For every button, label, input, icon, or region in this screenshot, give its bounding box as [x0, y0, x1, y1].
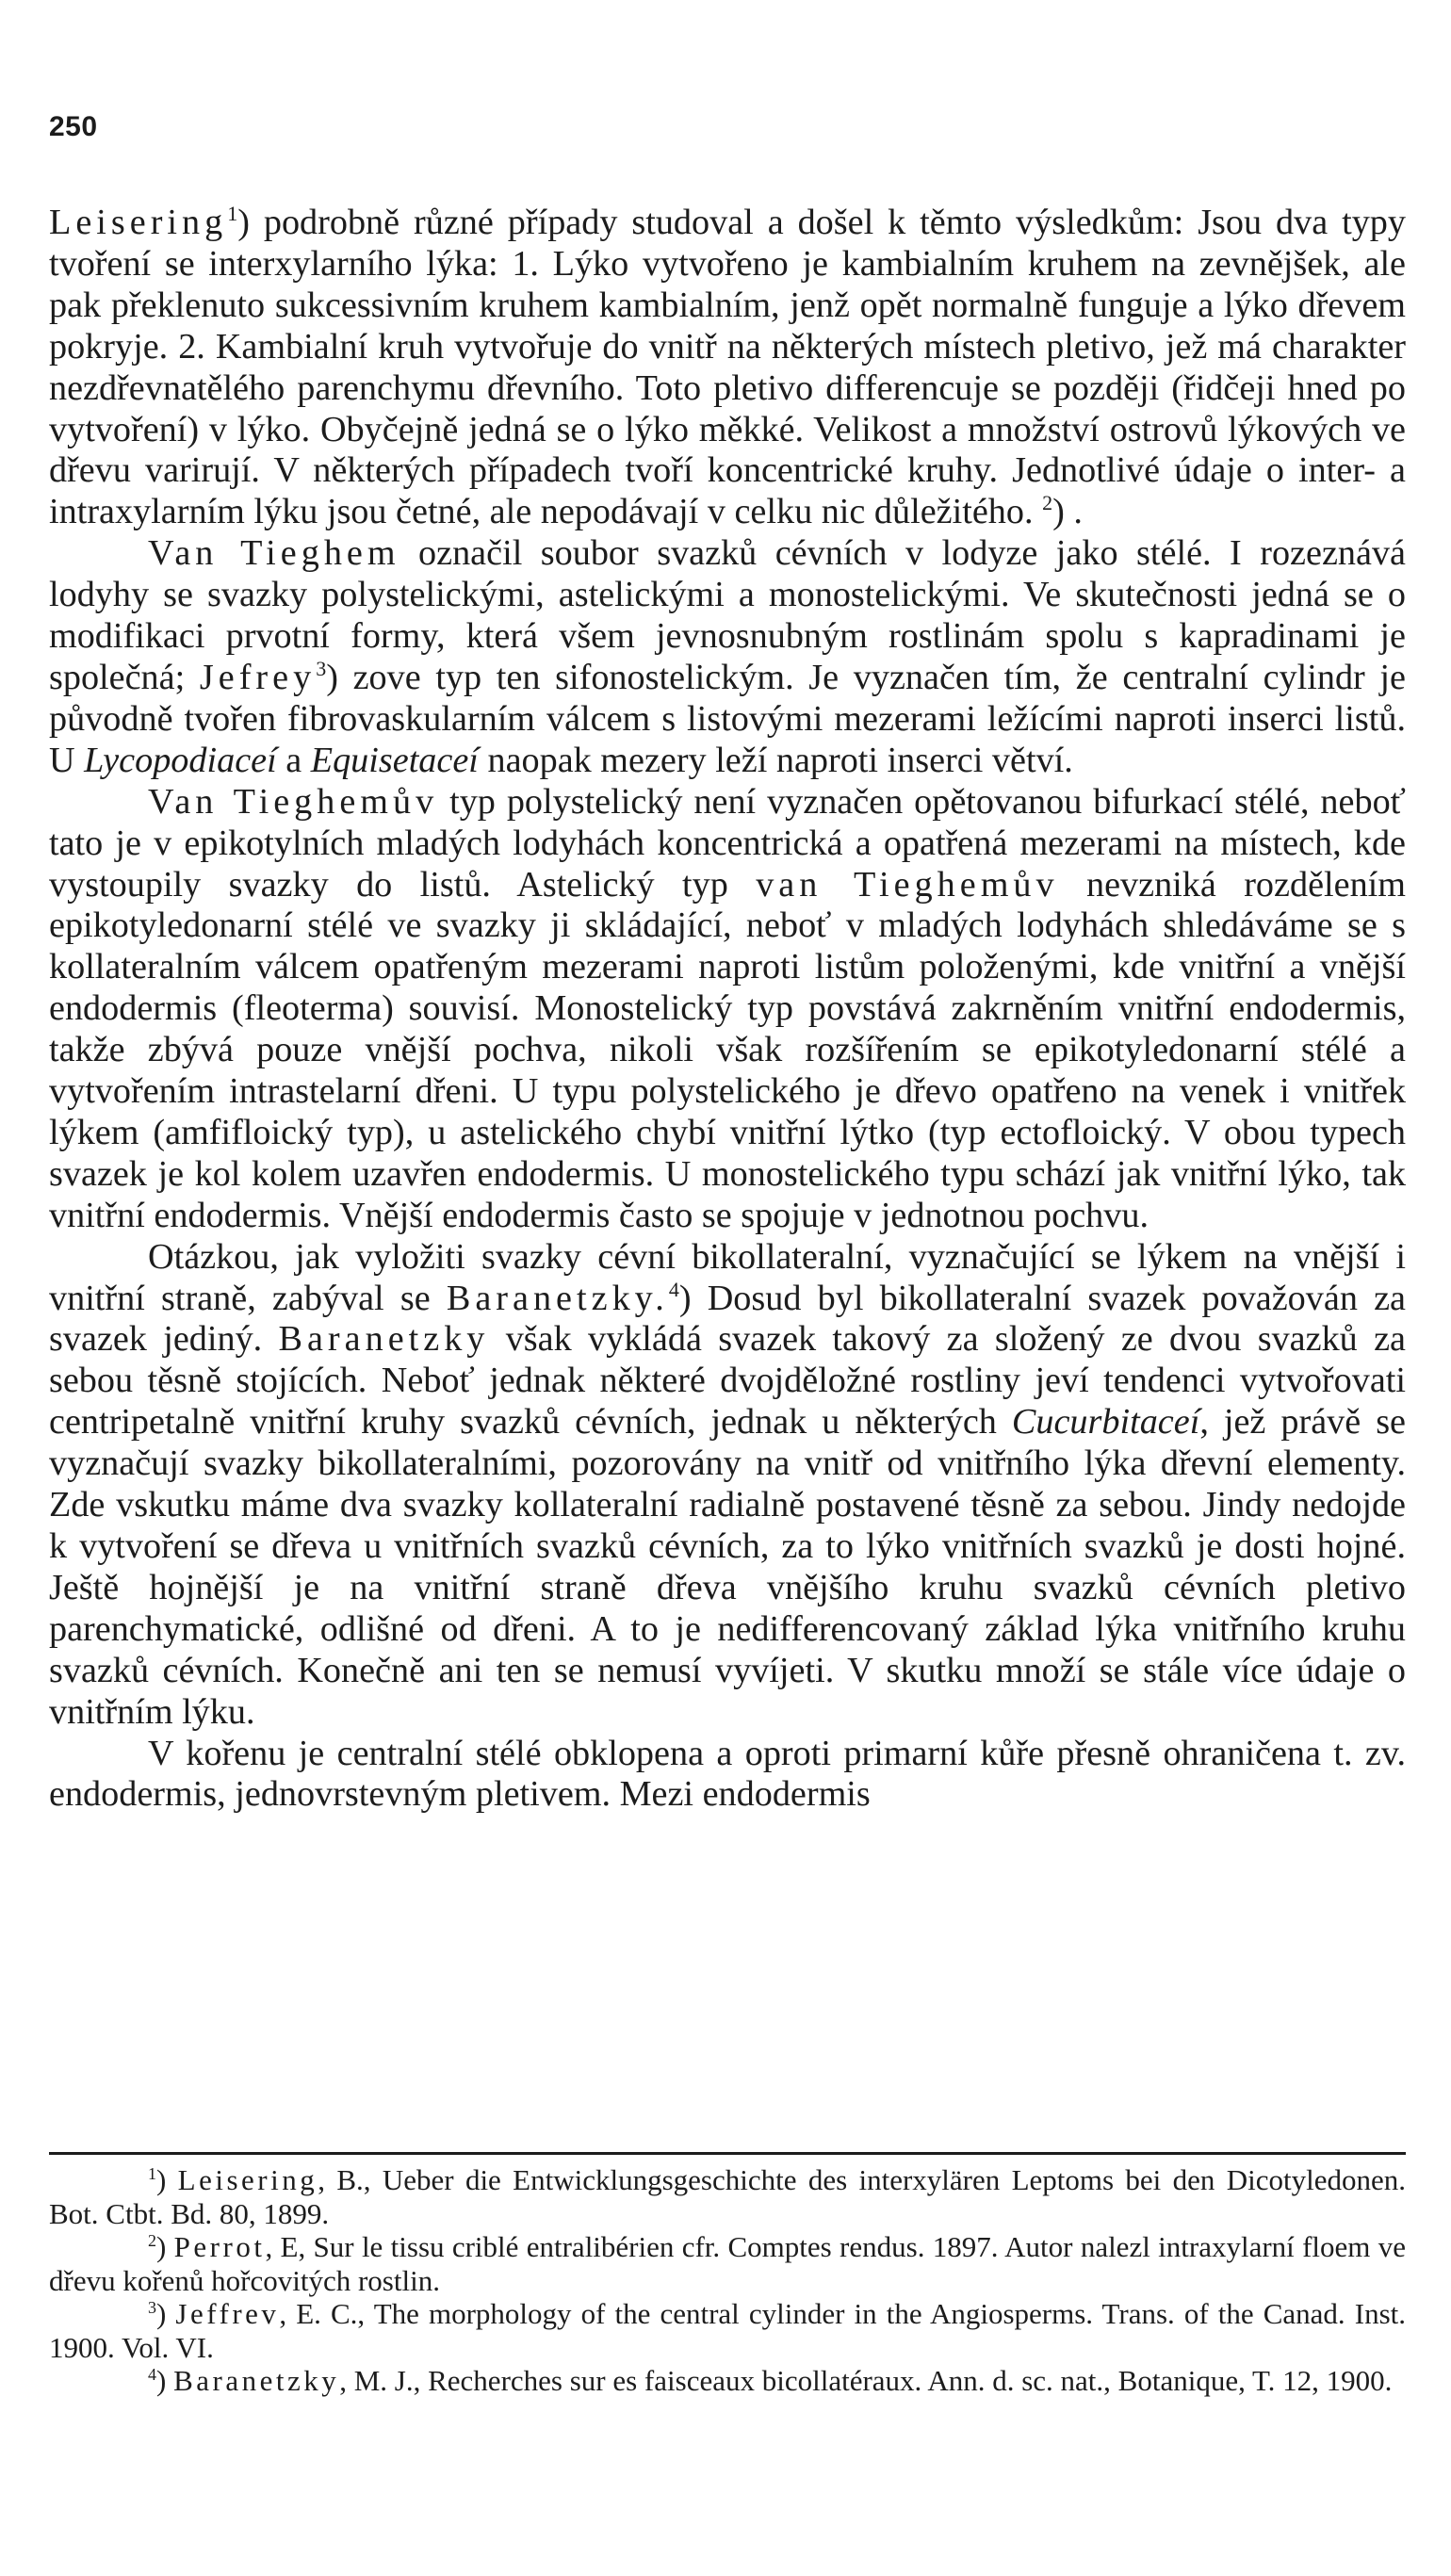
paragraph-text: ) podrobně různé případy studoval a došel k těmto výsledkům: Jsou dva typy tvoření se interxylarního lýka: 1. Lýko vytvořeno je kambialním kruhem na zevnějšek, ale pak překlenuto sukcessivním kruhem kambialním, jenž opět normalně funguje a lýko dřevem pokryje. 2. Kambialní kruh vytvořuje do vnitř na některých místech pletivo, jež má charakter nezdřevnatělého parenchymu dřevního. Toto pletivo differencuje se později (řidčeji hned po vytvoření) v lýko. Obyčejně jedná se o lýko měkké. Velikost a množství ostrovů lýkových ve dřevu varirují. V některých případech tvoří koncentrické kruhy. Jednotlivé údaje o inter- a intraxylarním lýku jsou četné, ale nepodávají v celku nic důležitého. — [49, 203, 1406, 532]
footnote-ref: 4 — [668, 1277, 679, 1301]
paragraph-5 — [49, 1734, 1406, 1817]
footnote-author: Baranetzky — [173, 2364, 340, 2397]
page-number: 250 — [49, 111, 98, 142]
author-name: Jefrey — [199, 657, 317, 697]
footnote: $^4$) Baranetzky, M. J., Recherches sur es faisceaux bicollatéraux. Ann. d. sc. nat., Botanique, T. 12, 1900. — [148, 2364, 1393, 2397]
paragraph-1 — [49, 203, 1406, 533]
footnote: $^2$) Perrot, E, Sur le tissu criblé entralibérien cfr. Comptes rendus. 1897. Autor nalezl intraxylarní floem ve dřevu kořenů hořcovitých rostlin. — [49, 2230, 1407, 2297]
paragraph-4 — [49, 1237, 1406, 1734]
footnote-number: 4 — [148, 2365, 156, 2384]
taxon-name: Equisetaceí — [310, 740, 479, 780]
author-name: Baranetzky — [278, 1319, 490, 1360]
footnote-ref: 3 — [316, 656, 327, 680]
taxon-name: Lycopodiaceí — [84, 740, 277, 780]
footnote-number: 3 — [148, 2298, 156, 2317]
footnote: $^1$) Leisering, B., Ueber die Entwicklungsgeschichte des interxylären Leptoms bei den Dicotyledonen. Bot. Ctbt. Bd. 80, 1899. — [49, 2163, 1406, 2230]
body-text — [49, 203, 1406, 1816]
paragraph-text: a — [276, 740, 311, 780]
author-name: Leisering — [49, 203, 228, 242]
paragraph-text: však vykládá svazek takový za složený ze dvou svazků za sebou těsně stojících. Neboť jednak některé dvojděložné rostliny jeví tendenci vytvořovati centripetalně vnitřní kruhy svazků cévních, jednak u některých — [49, 1319, 1406, 1443]
footnote: $^3$) Jeffrev, E. C., The morphology of the central cylinder in the Angiosperms. Trans. of the Canad. Inst. 1900. Vol. VI. — [49, 2297, 1406, 2364]
footnote-text: , B., Ueber die Entwicklungsgeschichte des interxylären Leptoms bei den Dicotyledonen. Bot. Ctbt. Bd. 80, 1899. — [49, 2163, 1406, 2230]
footnote-number: 2 — [148, 2231, 156, 2250]
paragraph-text: ) Dosud byl bikollateralní svazek považován za svazek jediný. — [49, 1278, 1407, 1360]
footnote-ref: 2 — [1042, 491, 1053, 515]
footnote-author: Leisering — [177, 2163, 318, 2196]
paragraph-text: ) zove typ ten sifonostelickým. Je vyznačen tím, že centralní cylindr je původně tvořen fibrovaskularním válcem s listovými mezerami ležícími naproti inserci listů. U — [49, 657, 1406, 780]
paragraph-3 — [49, 782, 1406, 1237]
paragraph-text: typ polystelický není vyznačen opětovanou bifurkací stélé, neboť tato je v epikotylních mladých lodyhách koncentrická a opatřená mezerami na místech, kde vystoupily svazky do listů. Astelický typ — [49, 781, 1406, 905]
footnote-divider — [49, 2152, 1406, 2155]
paragraph-text: V kořenu je centralní stélé obklopena a oproti primarní kůře přesně ohraničena t. zv. endodermis, jednovrstevným pletivem. Mezi endodermis — [49, 1733, 1406, 1815]
paragraph-text: ) . — [1052, 492, 1083, 532]
footnote-author: Perrot — [173, 2230, 266, 2263]
paragraph-text: naopak mezery leží naproti inserci větví. — [478, 740, 1073, 780]
taxon-name: Cucurbitaceí — [1011, 1402, 1200, 1443]
author-name: Van Tieghemův — [148, 781, 439, 822]
footnote-text: , M. J., Recherches sur es faisceaux bicollatéraux. Ann. d. sc. nat., Botanique, T. 12, 1900. — [339, 2364, 1393, 2397]
footnote-number: 1 — [148, 2164, 156, 2183]
footnote-author: Jeffrev — [175, 2297, 280, 2330]
author-name: Baranetzky. — [446, 1278, 669, 1318]
paragraph-text: označil soubor svazků cévních v lodyze jako stélé. I rozeznává lodyhy se svazky polystelickými, astelickými a monostelickými. Ve skutečnosti jedná se o modifikaci prvotní formy, která všem jevnosnubným rostlinám spolu s kapradinami je společná; — [49, 533, 1406, 697]
footnote-text: , E. C., The morphology of the central cylinder in the Angiosperms. Trans. of the Canad. Inst. 1900. Vol. VI. — [49, 2297, 1406, 2364]
author-name: van Tieghemův — [756, 864, 1059, 905]
paragraph-2 — [49, 533, 1406, 781]
paragraph-text: nevzniká rozdělením epikotyledonarní stélé ve svazky ji skládající, neboť v mladých lodyhách shledáváme se s kollateralním válcem opatřeným mezerami naproti listům položenými, kde vnitřní a vnější endodermis (fleoterma) souvisí. Monostelický typ povstává zakrněním vnitřní endodermis, takže zbývá pouze vnější pochva, nikoli však rozšířením se epikotyledonarní stélé a vytvořením intrastelarní dřeni. U typu polystelického je dřevo opatřeno na venek i vnitřek lýkem (amfifloický typ), u astelického chybí vnitřní lýtko (typ ectofloický. V obou typech svazek je kol kolem uzavřen endodermis. U monostelického typu schází jak vnitřní lýko, tak vnitřní endodermis. Vnější endodermis často se spojuje v jednotnou pochvu. — [49, 864, 1406, 1235]
paragraph-text: , jež právě se vyznačují svazky bikollateralními, pozorovány na vnitř od vnitřního lýka dřevní elementy. Zde vskutku máme dva svazky kollateralní radialně postavené těsně za sebou. Jindy nedojde k vytvoření se dřeva u vnitřních svazků cévních, za to lýko vnitřních svazků je dosti hojné. Ještě hojnější je na vnitřní straně dřeva vnějšího kruhu svazků cévních pletivo parenchymatické, odlišné od dřeni. A to je nedifferencovaný základ lýka vnitřního kruhu svazků cévních. Konečně ani ten se nemusí vyvíjeti. V skutku množí se stále více údaje o vnitřním lýku. — [49, 1402, 1406, 1732]
paragraph-text: Otázkou, jak vyložiti svazky cévní bikollateralní, vyznačující se lýkem na vnější i vnitřní straně, zabýval se — [49, 1236, 1406, 1318]
author-name: Van Tieghem — [148, 533, 400, 574]
footnote-ref: 1 — [227, 202, 238, 225]
footnotes — [49, 2163, 1406, 2398]
footnote-text: , E, Sur le tissu criblé entralibérien cfr. Comptes rendus. 1897. Autor nalezl intraxylarní floem ve dřevu kořenů hořcovitých rostlin. — [49, 2230, 1407, 2297]
